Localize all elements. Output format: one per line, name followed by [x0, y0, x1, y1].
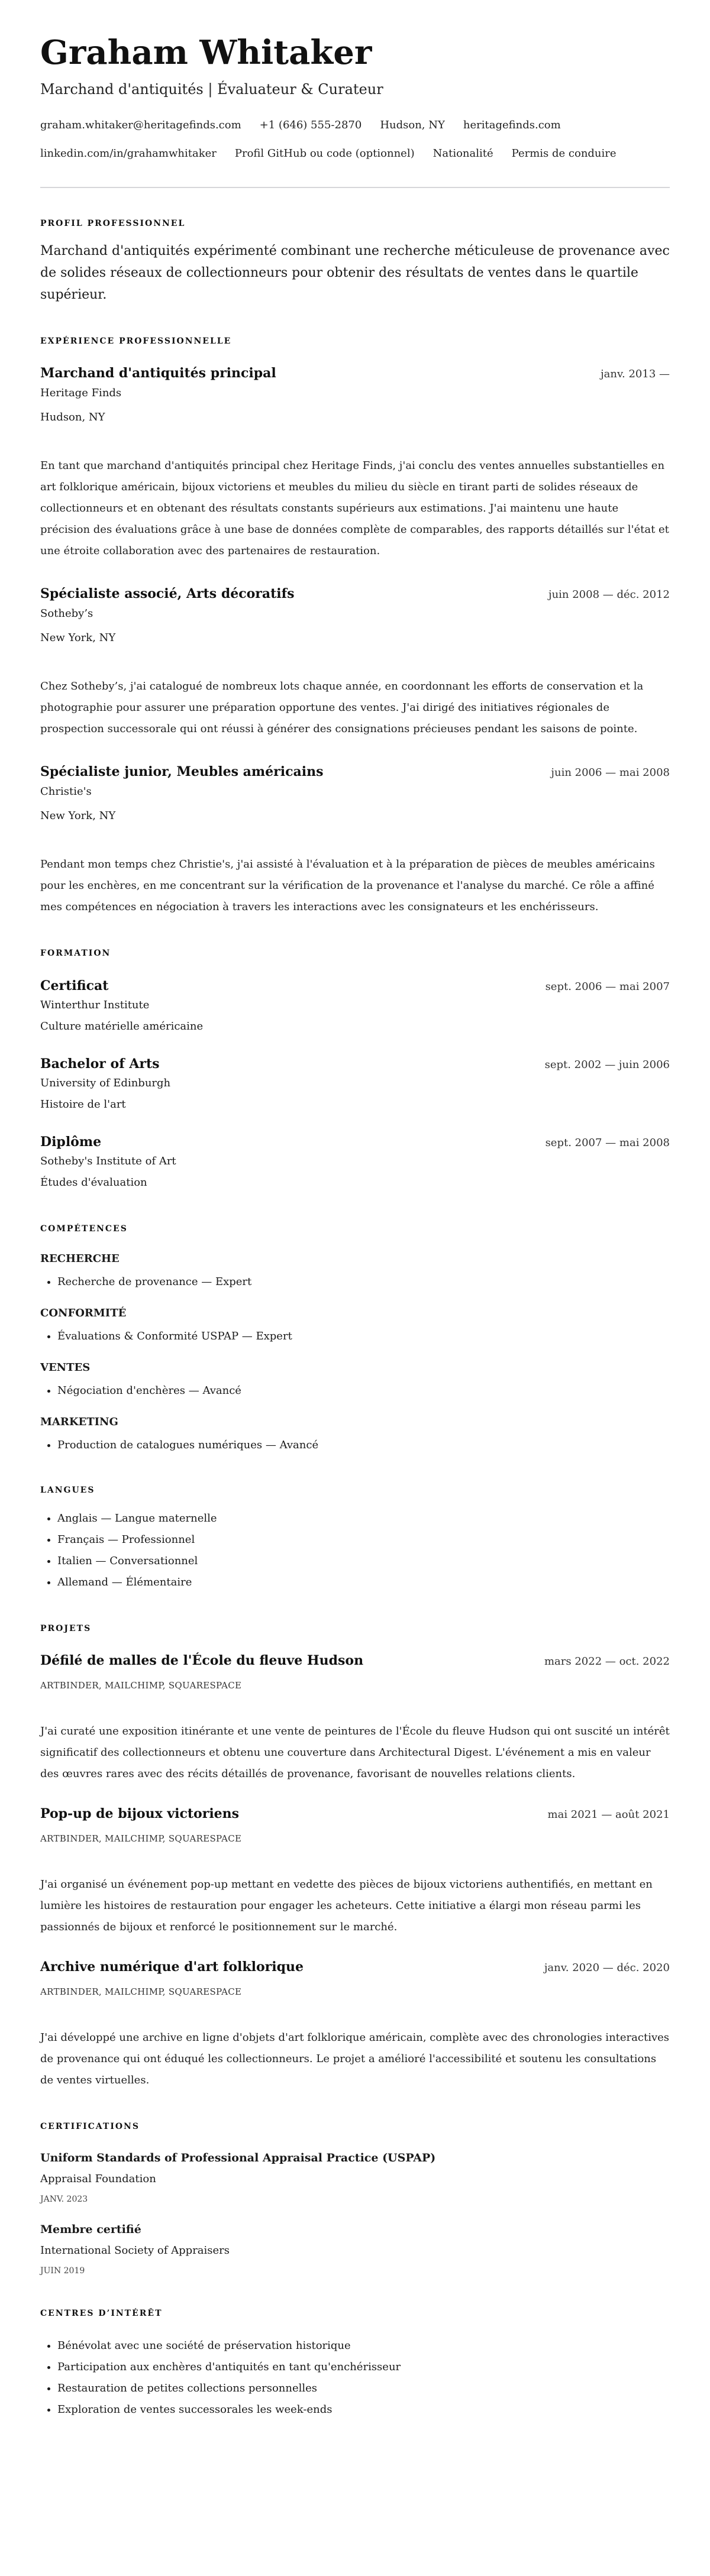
contact-location: Hudson, NY [380, 119, 445, 131]
job-company: Heritage Finds [40, 387, 122, 399]
job-location: New York, NY [40, 810, 116, 822]
skill-item: • Négociation d'enchères — Avancé [57, 1381, 670, 1400]
resume-header [40, 33, 670, 162]
job-entry [40, 585, 670, 740]
degree: Diplôme [40, 1134, 102, 1150]
project-header [40, 1652, 670, 1669]
header-divider [40, 187, 670, 188]
section-heading: LANGUES [40, 1486, 95, 1495]
field-of-study: Études d'évaluation [40, 1176, 147, 1189]
job-company: Christie's [40, 785, 92, 798]
project-dates: mai 2021 — août 2021 [547, 1808, 670, 1821]
section-heading: FORMATION [40, 949, 111, 958]
education-section [40, 947, 670, 1193]
project-description: J'ai organisé un événement pop-up mettant en vedette des pièces de bijoux victoriens authentifiés, en mettant en lumière les histoires de restauration pour engager les acheteurs. Cette initiative a élargi mon réseau parmi les passionnés de bijoux et renforcé le positionnement sur le marché. [40, 1878, 653, 1933]
education-header [40, 977, 670, 995]
job-company: Sotheby’s [40, 607, 93, 620]
section-heading: CENTRES D’INTÉRÊT [40, 2309, 163, 2318]
language-item: • Allemand — Élémentaire [57, 1572, 670, 1593]
school: University of Edinburgh [40, 1077, 171, 1089]
contact-github: Profil GitHub ou code (optionnel) [234, 147, 415, 160]
language-item: • Italien — Conversationnel [57, 1551, 670, 1572]
project-tech: ARTBINDER, MAILCHIMP, SQUARESPACE [40, 1680, 242, 1691]
contact-license: Permis de conduire [511, 147, 617, 160]
section-heading: PROFIL PROFESSIONNEL [40, 219, 186, 228]
certification-date: JUIN 2019 [40, 2266, 85, 2276]
project-description: J'ai développé une archive en ligne d'objets d'art folklorique américain, complète avec des chronologies interactives de provenance qui ont éduqué les collectionneurs. Le projet a amélioré l'accessibilité et soutenu les consultations de ventes virtuelles. [40, 2031, 670, 2086]
contact-linkedin[interactable]: linkedin.com/in/grahamwhitaker [40, 147, 217, 160]
skill-group-heading: CONFORMITÉ [40, 1307, 127, 1319]
interest-item: • Participation aux enchères d'antiquités en tant qu'enchérisseur [57, 2357, 670, 2378]
certification-title: Uniform Standards of Professional Appraisal Practice (USPAP) [40, 2151, 436, 2164]
job-header [40, 763, 670, 781]
skills-section [40, 1223, 670, 1455]
job-dates: juin 2006 — mai 2008 [551, 766, 670, 779]
language-item: • Anglais — Langue maternelle [57, 1508, 670, 1529]
languages-section [40, 1484, 670, 1593]
education-entry [40, 1133, 670, 1193]
job-description: En tant que marchand d'antiquités principal chez Heritage Finds, j'ai conclu des ventes annuelles substantielles en art folklorique américain, bijoux victoriens et meubles du milieu du siècle en tirant parti de solides réseaux de collectionneurs et en obtenant des résultats constants supérieurs aux estimations. J'ai maintenu une haute précision des évaluations grâce à une base de données complète de comparables, des rapports détaillés sur l'état et une étroite collaboration avec des partenaires de restauration. [40, 459, 669, 557]
skill-group-heading: RECHERCHE [40, 1253, 120, 1265]
interests-list [40, 2335, 670, 2420]
skill-item: • Évaluations & Conformité USPAP — Expert [57, 1327, 670, 1346]
project-description: J'ai curaté une exposition itinérante et une vente de peintures de l'École du fleuve Hudson qui ont suscité un intérêt significatif des collectionneurs et obtenu une couverture dans Architectural Digest. L'événement a mis en valeur des œuvres rares avec des récits détaillés de provenance, favorisant de nouvelles relations clients. [40, 1725, 670, 1780]
certification-issuer: Appraisal Foundation [40, 2173, 156, 2185]
skill-list [40, 1436, 670, 1455]
education-dates: sept. 2007 — mai 2008 [545, 1137, 670, 1149]
job-description: Chez Sotheby’s, j'ai catalogué de nombreux lots chaque année, en coordonnant les efforts de conservation et la photographie pour assurer une préparation opportune des ventes. J'ai dirigé des initiatives régionales de prospection successorale qui ont réussi à générer des consignations précieuses pendant les saisons de pointe. [40, 680, 644, 735]
skill-list [40, 1273, 670, 1292]
interest-item: • Restauration de petites collections personnelles [57, 2378, 670, 2399]
section-heading: EXPÉRIENCE PROFESSIONNELLE [40, 336, 232, 346]
job-header [40, 364, 670, 382]
contact-website[interactable]: heritagefinds.com [463, 119, 561, 131]
candidate-name: Graham Whitaker [40, 33, 372, 72]
certification-entry [40, 2221, 670, 2278]
job-location: New York, NY [40, 632, 116, 644]
degree: Certificat [40, 978, 109, 993]
interest-item: • Exploration de ventes successorales les week-ends [57, 2399, 670, 2420]
language-item: • Français — Professionnel [57, 1529, 670, 1551]
degree: Bachelor of Arts [40, 1056, 160, 1072]
school: Winterthur Institute [40, 999, 150, 1011]
project-tech: ARTBINDER, MAILCHIMP, SQUARESPACE [40, 1833, 242, 1844]
job-title: Marchand d'antiquités principal [40, 365, 276, 381]
project-dates: mars 2022 — oct. 2022 [544, 1655, 670, 1668]
project-title: Pop-up de bijoux victoriens [40, 1806, 240, 1821]
field-of-study: Histoire de l'art [40, 1098, 126, 1111]
school: Sotheby's Institute of Art [40, 1155, 176, 1167]
languages-list [40, 1508, 670, 1593]
education-dates: sept. 2006 — mai 2007 [545, 980, 670, 993]
education-entry [40, 977, 670, 1037]
skill-group-heading: VENTES [40, 1361, 91, 1374]
job-header [40, 585, 670, 603]
job-entry [40, 763, 670, 918]
job-title: Spécialiste associé, Arts décoratifs [40, 586, 295, 601]
certification-title: Membre certifié [40, 2223, 141, 2236]
field-of-study: Culture matérielle américaine [40, 1020, 204, 1033]
project-entry [40, 1652, 670, 1785]
certification-entry [40, 2150, 670, 2206]
contact-info [40, 117, 670, 162]
skill-item: • Recherche de provenance — Expert [57, 1273, 670, 1292]
project-title: Défilé de malles de l'École du fleuve Hudson [40, 1653, 364, 1668]
interest-item: • Bénévolat avec une société de préservation historique [57, 2335, 670, 2357]
job-dates: janv. 2013 — [601, 368, 670, 380]
skill-list [40, 1381, 670, 1400]
experience-section [40, 335, 670, 918]
project-entry [40, 1805, 670, 1938]
summary-section [40, 218, 670, 306]
skill-item: • Production de catalogues numériques — Avancé [57, 1436, 670, 1455]
project-entry [40, 1958, 670, 2091]
education-header [40, 1133, 670, 1151]
project-title: Archive numérique d'art folklorique [40, 1959, 304, 1975]
skill-list [40, 1327, 670, 1346]
education-entry [40, 1055, 670, 1115]
summary-text: Marchand d'antiquités expérimenté combinant une recherche méticuleuse de provenance avec de solides réseaux de collectionneurs pour obtenir des résultats de ventes dans le quartile supérieur. [40, 244, 670, 302]
candidate-subtitle: Marchand d'antiquités | Évaluateur & Curateur [40, 81, 383, 98]
project-header [40, 1958, 670, 1976]
job-location: Hudson, NY [40, 411, 105, 423]
contact-phone[interactable]: +1 (646) 555-2870 [259, 119, 362, 131]
job-entry [40, 364, 670, 562]
certifications-section [40, 2121, 670, 2278]
project-dates: janv. 2020 — déc. 2020 [544, 1962, 670, 1974]
job-dates: juin 2008 — déc. 2012 [548, 588, 670, 601]
job-title: Spécialiste junior, Meubles américains [40, 764, 324, 779]
section-heading: PROJETS [40, 1624, 92, 1633]
certification-issuer: International Society of Appraisers [40, 2244, 230, 2257]
education-dates: sept. 2002 — juin 2006 [544, 1059, 670, 1071]
section-heading: CERTIFICATIONS [40, 2122, 140, 2131]
interests-section [40, 2308, 670, 2420]
skill-group-heading: MARKETING [40, 1416, 118, 1428]
job-description: Pendant mon temps chez Christie's, j'ai assisté à l'évaluation et à la préparation de pièces de meubles américains pour les enchères, en me concentrant sur la vérification de la provenance et l'analyse du marché. Ce rôle a affiné mes compétences en négociation à travers les interactions avec les consignateurs et les enchérisseurs. [40, 858, 655, 913]
education-header [40, 1055, 670, 1073]
project-tech: ARTBINDER, MAILCHIMP, SQUARESPACE [40, 1986, 242, 1997]
contact-nationality: Nationalité [433, 147, 493, 160]
project-header [40, 1805, 670, 1823]
projects-section [40, 1623, 670, 2091]
contact-email[interactable]: graham.whitaker@heritagefinds.com [40, 119, 241, 131]
certification-date: JANV. 2023 [40, 2195, 88, 2204]
section-heading: COMPÉTENCES [40, 1224, 128, 1234]
